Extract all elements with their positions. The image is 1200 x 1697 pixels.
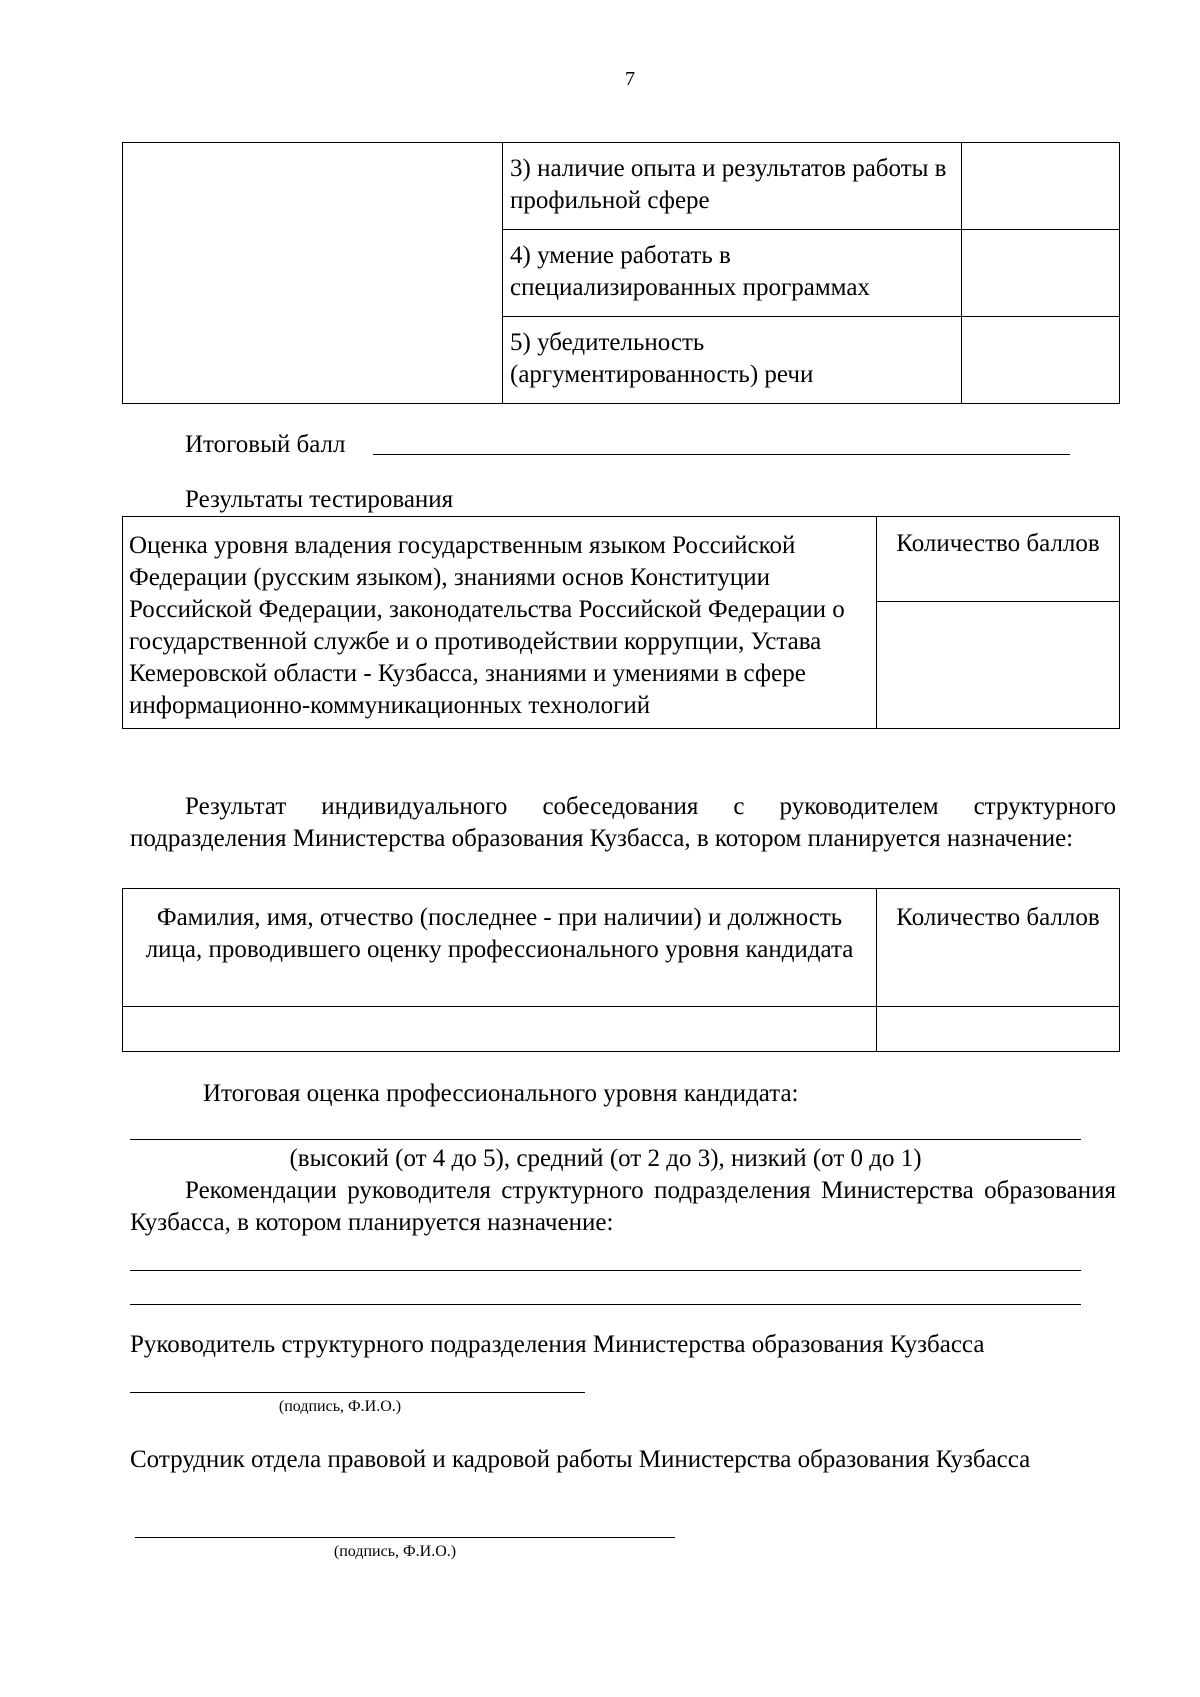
- testing-table: [122, 516, 1120, 729]
- testing-title: Результаты тестирования: [185, 486, 454, 513]
- hr-signature-caption: (подпись, Ф.И.О.): [333, 1543, 457, 1560]
- head-signature-line[interactable]: [130, 1392, 585, 1393]
- criteria-table: [122, 142, 1120, 404]
- testing-description-cell: Оценка уровня владения государственным языком Российской Федерации (русским языком), знаниями основ Конституции Российской Федерации, законодательства Российской Федерации о государственной службе и о противодействии коррупции, Устава Кемеровской области - Кузбасса, знаниями и умениями в сфере информационно-коммуникационных технологий: [123, 517, 877, 729]
- total-score-label: Итоговый балл: [185, 431, 346, 458]
- criterion-score-cell[interactable]: [962, 317, 1120, 404]
- head-signature-title: Руководитель структурного подразделения Министерства образования Кузбасса: [130, 1331, 985, 1358]
- table-row: [123, 1007, 1120, 1052]
- criterion-cell: 4) умение работать в специализированных программах: [503, 230, 962, 317]
- testing-score-header: Количество баллов: [877, 517, 1120, 602]
- recommendations-label: Рекомендации руководителя структурного подразделения Министерства образования Кузбасса, в котором планируется назначение:: [130, 1177, 1116, 1236]
- final-assessment-label: Итоговая оценка профессионального уровня кандидата:: [203, 1080, 799, 1107]
- criteria-group-cell: [123, 143, 503, 404]
- criterion-cell: 3) наличие опыта и результатов работы в профильной сфере: [503, 143, 962, 230]
- interviewer-cell[interactable]: [123, 1007, 877, 1052]
- criterion-score-cell[interactable]: [962, 143, 1120, 230]
- criterion-cell: 5) убедительность (аргументированность) речи: [503, 317, 962, 404]
- testing-score-cell[interactable]: [877, 602, 1120, 729]
- hr-signature-line[interactable]: [135, 1537, 675, 1538]
- interview-table: [122, 888, 1120, 1052]
- table-row: [123, 889, 1120, 1007]
- interviewer-header: Фамилия, имя, отчество (последнее - при наличии) и должность лица, проводившего оценку профессионального уровня кандидата: [123, 889, 877, 1007]
- head-signature-caption: (подпись, Ф.И.О.): [278, 1398, 402, 1415]
- table-row: [123, 143, 1120, 230]
- final-assessment-line[interactable]: [130, 1139, 1081, 1140]
- interview-intro: Результат индивидуального собеседования с руководителем структурного подразделения Министерства образования Кузбасса, в котором планируется назначение:: [130, 793, 1116, 852]
- total-score-line[interactable]: [373, 454, 1070, 455]
- final-assessment-scale: (высокий (от 4 до 5), средний (от 2 до 3), низкий (от 0 до 1): [289, 1145, 922, 1172]
- table-row: [123, 517, 1120, 602]
- recommendations-line[interactable]: [130, 1270, 1081, 1271]
- recommendations-line[interactable]: [130, 1304, 1081, 1305]
- page-number: 7: [625, 68, 635, 90]
- interview-score-cell[interactable]: [877, 1007, 1120, 1052]
- hr-signature-title: Сотрудник отдела правовой и кадровой работы Министерства образования Кузбасса: [130, 1446, 1031, 1473]
- interview-score-header: Количество баллов: [877, 889, 1120, 1007]
- criterion-score-cell[interactable]: [962, 230, 1120, 317]
